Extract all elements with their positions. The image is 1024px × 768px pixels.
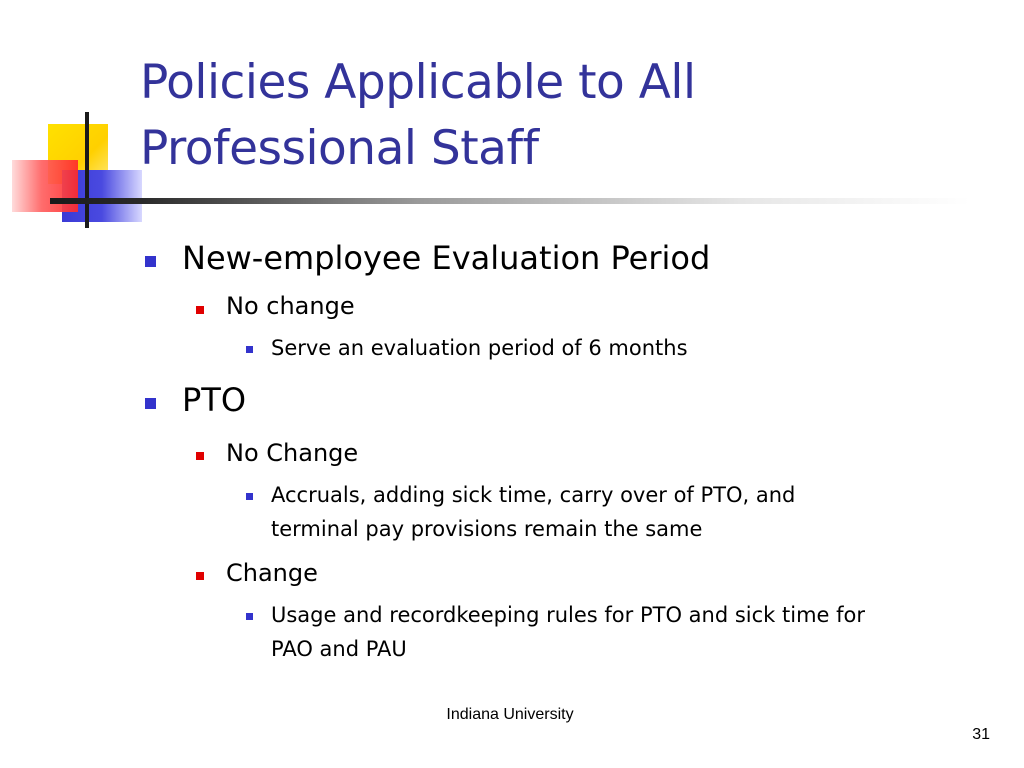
slide-title-line-2: Professional Staff [140, 121, 539, 176]
bullet-text-line-2: PAO and PAU [271, 637, 407, 661]
bullet-text-line-1: Accruals, adding sick time, carry over of PTO, and [271, 483, 796, 507]
bullet-text: New-employee Evaluation Period [182, 239, 711, 277]
bullet-text-line-1: Usage and recordkeeping rules for PTO and sick time for [271, 603, 865, 627]
square-bullet-icon [196, 572, 204, 580]
square-bullet-icon [145, 256, 156, 267]
square-bullet-icon [196, 452, 204, 460]
page-number: 31 [972, 726, 990, 743]
square-bullet-icon [196, 306, 204, 314]
square-bullet-icon [246, 493, 253, 500]
bullet-item [226, 557, 318, 589]
bullet-item [182, 380, 246, 420]
bullet-item [226, 437, 358, 469]
bullet-text: No Change [226, 439, 359, 467]
bullet-item [182, 238, 710, 278]
bullet-item [271, 331, 688, 365]
bullet-item [271, 478, 795, 546]
slide-title-line-1: Policies Applicable to All [140, 55, 696, 110]
square-bullet-icon [246, 346, 253, 353]
vertical-line-decoration [85, 112, 89, 228]
bullet-text: No change [226, 292, 355, 320]
slide-title [140, 50, 1000, 182]
bullet-text: Serve an evaluation period of 6 months [271, 336, 688, 360]
footer-text: Indiana University [446, 706, 574, 723]
red-square-decoration [12, 160, 78, 212]
square-bullet-icon [246, 613, 253, 620]
title-underline-rule [50, 198, 970, 204]
bullet-item [271, 598, 865, 666]
bullet-text: Change [226, 559, 318, 587]
bullet-text: PTO [182, 381, 247, 419]
bullet-text-line-2: terminal pay provisions remain the same [271, 517, 703, 541]
square-bullet-icon [145, 398, 156, 409]
bullet-item [226, 290, 355, 322]
